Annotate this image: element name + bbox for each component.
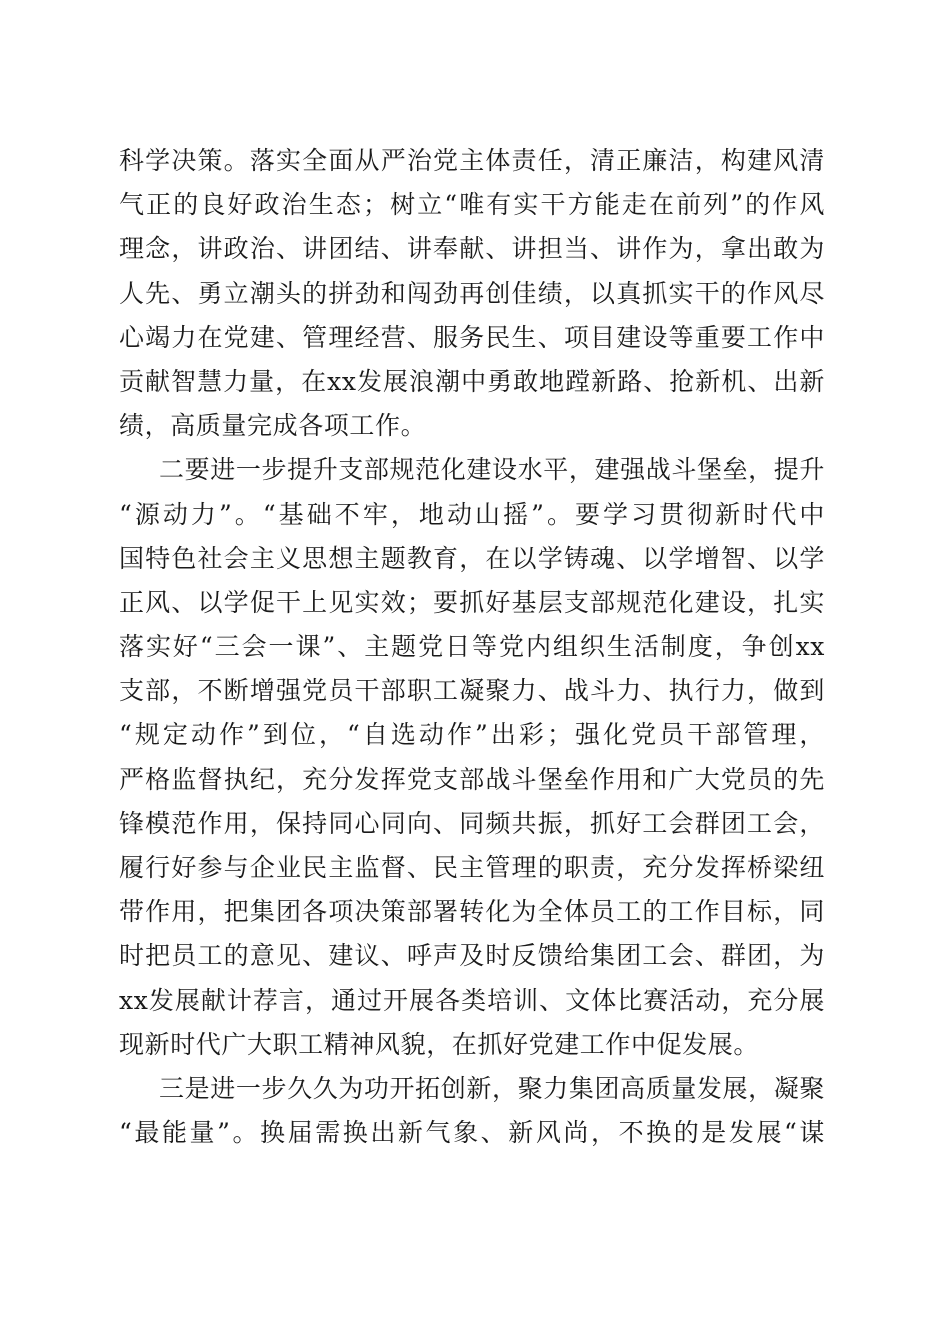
text-line: 支部，不断增强党员干部职工凝聚力、战斗力、执行力，做到 [119,676,825,706]
text-line: 正风、以学促干上见实效；要抓好基层支部规范化建设，扎实 [119,587,825,617]
text-line: 三是进一步久久为功开拓创新，聚力集团高质量发展，凝聚 [159,1073,825,1103]
paragraph-2 [119,448,825,1067]
text-line: 二要进一步提升支部规范化建设水平，建强战斗堡垒，提升 [159,455,825,485]
text-line: “最能量”。换届需换出新气象、新风尚，不换的是发展“谋 [119,1118,825,1148]
paragraph-1 [119,139,825,448]
text-line: 锋模范作用，保持同心同向、同频共振，抓好工会群团工会， [119,808,825,838]
text-line: 履行好参与企业民主监督、民主管理的职责，充分发挥桥梁纽 [119,853,825,882]
text-line: 绩，高质量完成各项工作。 [119,411,427,441]
text-line: 严格监督执纪，充分发挥党支部战斗堡垒作用和广大党员的先 [119,764,825,794]
text-line: 国特色社会主义思想主题教育，在以学铸魂、以学增智、以学 [119,543,825,573]
text-line: 科学决策。落实全面从严治党主体责任，清正廉洁，构建风清 [119,146,825,175]
text-line: 心竭力在党建、管理经营、服务民生、项目建设等重要工作中 [119,322,825,352]
text-line: 带作用，把集团各项决策部署转化为全体员工的工作目标，同 [119,897,825,927]
text-line: 气正的良好政治生态；树立“唯有实干方能走在前列”的作风 [119,190,825,220]
text-line: 落实好“三会一课”、主题党日等党内组织生活制度，争创xx [119,632,825,662]
text-line: 贡献智慧力量，在xx发展浪潮中勇敢地蹚新路、抢新机、出新 [119,366,825,396]
text-line: “规定动作”到位，“自选动作”出彩；强化党员干部管理， [119,720,825,750]
text-line: 时把员工的意见、建议、呼声及时反馈给集团工会、群团，为 [119,941,825,971]
document-body [119,139,825,1155]
text-line: “源动力”。“基础不牢，地动山摇”。要学习贯彻新时代中 [119,499,825,529]
text-line: 人先、勇立潮头的拼劲和闯劲再创佳绩，以真抓实干的作风尽 [119,278,825,308]
paragraph-3 [119,1067,825,1155]
text-line: 现新时代广大职工精神风貌，在抓好党建工作中促发展。 [119,1029,760,1059]
text-line: 理念，讲政治、讲团结、讲奉献、讲担当、讲作为，拿出敢为 [119,234,825,264]
text-line: xx发展献计荐言，通过开展各类培训、文体比赛活动，充分展 [119,985,825,1015]
